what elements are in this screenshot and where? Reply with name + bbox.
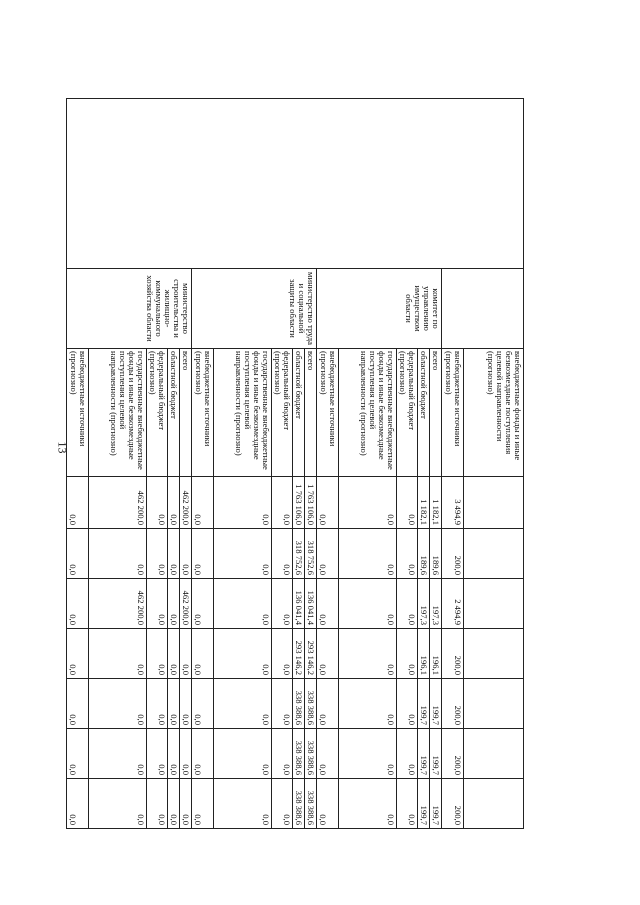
value-cell: 0,0 [66,579,88,629]
value-cell: 1 763 106,0 [292,477,304,529]
value-cell: 0,0 [396,629,417,679]
value-cell: 0,0 [66,477,88,529]
source-cell: всего [304,349,316,477]
value-cell: 293 146,2 [292,629,304,679]
value-cell: 197,3 [429,579,441,629]
value-cell: 0,0 [271,679,292,729]
source-cell: внебюджетные источники (прогнозно) [191,349,213,477]
value-cell: 1 763 106,0 [304,477,316,529]
value-cell: 338 388,6 [292,729,304,779]
value-cell: 0,0 [167,729,179,779]
value-cell [464,529,524,579]
source-cell: областной бюджет [417,349,429,477]
value-cell: 199,7 [429,729,441,779]
value-cell: 0,0 [191,629,213,679]
value-cell: 0,0 [146,779,167,829]
value-cell: 0,0 [316,729,338,779]
value-cell: 0,0 [167,779,179,829]
value-cell: 0,0 [179,779,191,829]
value-cell: 0,0 [66,629,88,679]
table-row [464,99,524,829]
financing-table [66,98,524,829]
value-cell: 0,0 [167,529,179,579]
value-cell: 0,0 [146,477,167,529]
value-cell: 293 146,2 [304,629,316,679]
value-cell: 0,0 [191,579,213,629]
value-cell: 0,0 [66,679,88,729]
value-cell: 0,0 [179,629,191,679]
value-cell: 0,0 [316,477,338,529]
value-cell: 136 041,4 [292,579,304,629]
value-cell: 196,1 [429,629,441,679]
value-cell: 0,0 [167,679,179,729]
value-cell: 0,0 [191,729,213,779]
value-cell: 0,0 [271,579,292,629]
value-cell [464,477,524,529]
value-cell: 2 494,9 [442,579,464,629]
source-cell: федеральный бюджет (прогнозно) [396,349,417,477]
value-cell: 0,0 [213,529,271,579]
value-cell: 200,0 [442,529,464,579]
value-cell: 0,0 [271,629,292,679]
value-cell: 0,0 [271,477,292,529]
source-cell: внебюджетные источники (прогнозно) [442,349,464,477]
value-cell: 200,0 [442,629,464,679]
value-cell: 0,0 [213,477,271,529]
value-cell: 199,7 [429,679,441,729]
value-cell: 0,0 [179,679,191,729]
value-cell: 0,0 [316,529,338,579]
value-cell: 0,0 [396,477,417,529]
value-cell: 0,0 [167,477,179,529]
value-cell: 0,0 [146,629,167,679]
value-cell: 0,0 [271,779,292,829]
value-cell: 3 494,9 [442,477,464,529]
value-cell: 338 388,6 [292,679,304,729]
value-cell: 0,0 [88,729,146,779]
value-cell: 0,0 [338,779,396,829]
value-cell: 0,0 [167,579,179,629]
ministry-cell: комитет по управлению имуществом области [316,269,441,349]
program-cell [66,99,523,269]
value-cell: 0,0 [271,729,292,779]
value-cell: 0,0 [88,779,146,829]
value-cell: 0,0 [167,629,179,679]
value-cell: 0,0 [213,729,271,779]
ministry-cell [442,269,524,349]
rotated-table-container [67,98,524,828]
value-cell: 200,0 [442,679,464,729]
source-cell: всего [179,349,191,477]
value-cell: 0,0 [146,679,167,729]
value-cell: 196,1 [417,629,429,679]
value-cell: 338 388,6 [304,679,316,729]
value-cell: 0,0 [88,529,146,579]
value-cell: 462 200,0 [179,579,191,629]
value-cell: 0,0 [338,529,396,579]
value-cell: 0,0 [338,579,396,629]
value-cell: 462 200,0 [179,477,191,529]
value-cell: 189,6 [429,529,441,579]
value-cell: 0,0 [213,579,271,629]
source-cell: внебюджетные источники (прогнозно) [66,349,88,477]
value-cell: 338 388,6 [304,779,316,829]
value-cell: 318 752,6 [304,529,316,579]
value-cell: 0,0 [338,679,396,729]
value-cell [464,629,524,679]
value-cell: 0,0 [396,529,417,579]
source-cell: внебюджетные фонды и иные безвозмездные поступления целевой направленности (прогнозно) [464,349,524,477]
value-cell: 0,0 [179,729,191,779]
value-cell: 0,0 [316,579,338,629]
value-cell: 0,0 [213,679,271,729]
value-cell: 0,0 [191,477,213,529]
value-cell: 0,0 [191,779,213,829]
ministry-cell: министерство труда и социальной защиты области [191,269,316,349]
value-cell: 0,0 [88,629,146,679]
table-frame [67,98,524,828]
value-cell: 462 200,0 [88,477,146,529]
value-cell: 0,0 [396,779,417,829]
value-cell: 338 388,6 [292,779,304,829]
source-cell: внебюджетные источники (прогнозно) [316,349,338,477]
value-cell: 0,0 [213,779,271,829]
ministry-cell: министерство строительства и жилищно-коммунального хозяйства области [66,269,191,349]
value-cell: 0,0 [338,477,396,529]
value-cell [464,579,524,629]
value-cell: 0,0 [191,679,213,729]
source-cell: областной бюджет [167,349,179,477]
value-cell: 0,0 [146,529,167,579]
value-cell: 136 041,4 [304,579,316,629]
value-cell: 338 388,6 [304,729,316,779]
value-cell: 0,0 [396,729,417,779]
source-cell: федеральный бюджет (прогнозно) [271,349,292,477]
source-cell: областной бюджет [292,349,304,477]
value-cell: 199,7 [417,779,429,829]
value-cell: 0,0 [88,679,146,729]
value-cell: 200,0 [442,729,464,779]
value-cell: 0,0 [146,729,167,779]
source-cell: государственные внебюджетные фонды и иные безвозмездные поступления целевой направленности (прогнозно) [338,349,396,477]
value-cell [464,779,524,829]
source-cell: федеральный бюджет (прогнозно) [146,349,167,477]
value-cell: 0,0 [66,529,88,579]
value-cell: 200,0 [442,779,464,829]
value-cell: 0,0 [213,629,271,679]
value-cell: 318 752,6 [292,529,304,579]
value-cell: 0,0 [66,729,88,779]
value-cell: 0,0 [146,579,167,629]
value-cell [464,729,524,779]
value-cell: 0,0 [316,679,338,729]
value-cell: 0,0 [191,529,213,579]
value-cell: 199,7 [417,729,429,779]
value-cell: 199,7 [417,679,429,729]
value-cell: 0,0 [316,629,338,679]
source-cell: государственные внебюджетные фонды и иные безвозмездные поступления целевой направленности (прогнозно) [213,349,271,477]
value-cell [464,679,524,729]
value-cell: 189,6 [417,529,429,579]
source-cell: всего [429,349,441,477]
source-cell: государственные внебюджетные фонды и иные безвозмездные поступления целевой направленности (прогнозно) [88,349,146,477]
value-cell: 0,0 [316,779,338,829]
value-cell: 462 200,0 [88,579,146,629]
value-cell: 199,7 [429,779,441,829]
value-cell: 0,0 [338,729,396,779]
value-cell: 1 182,1 [429,477,441,529]
page-number: 13 [55,441,70,454]
value-cell: 0,0 [66,779,88,829]
value-cell: 0,0 [396,579,417,629]
value-cell: 0,0 [338,629,396,679]
value-cell: 1 182,1 [417,477,429,529]
value-cell: 0,0 [179,529,191,579]
value-cell: 197,3 [417,579,429,629]
value-cell: 0,0 [271,529,292,579]
value-cell: 0,0 [396,679,417,729]
